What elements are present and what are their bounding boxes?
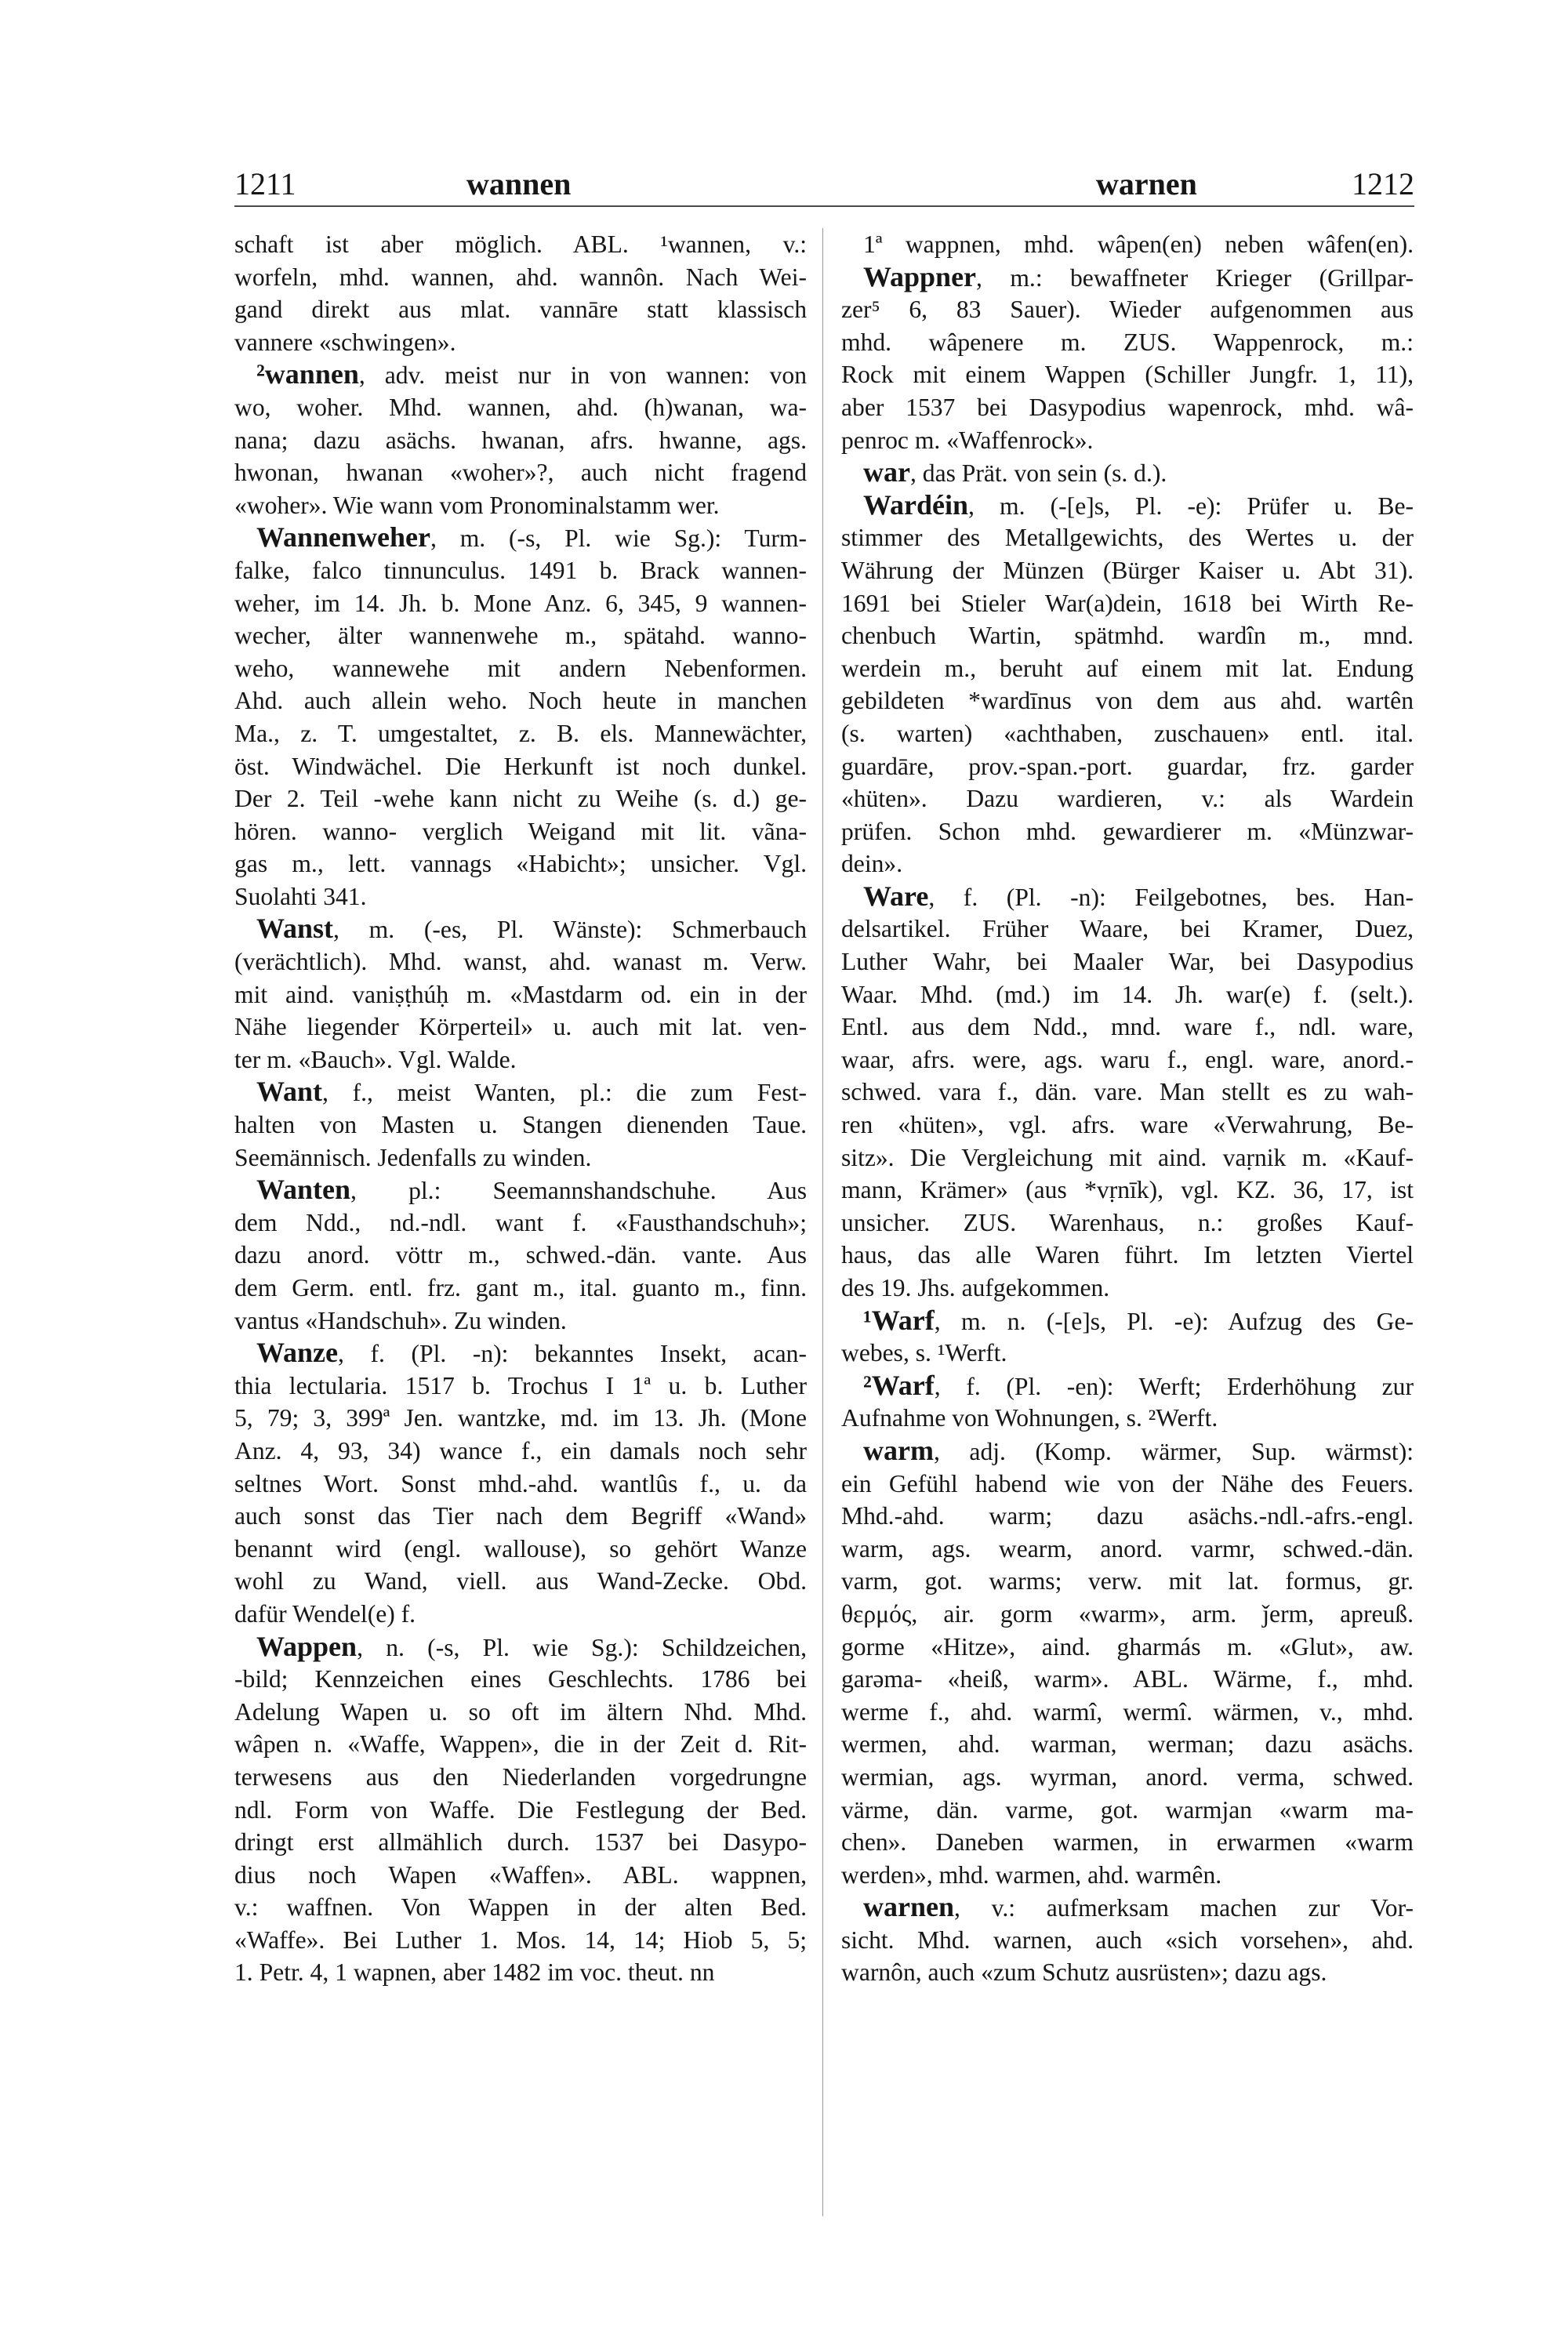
text-line: warnôn, auch «zum Schutz ausrüsten»; dazu ags. [841,1958,1327,1987]
column-divider [822,228,823,2216]
entry-headword: Ware [863,880,929,912]
text-line: dem Ndd., nd.-ndl. want f. «Fausthandschuh»; [234,1208,807,1236]
text-line: ren «hüten», vgl. afrs. ware «Verwahrung, Be- [841,1111,1414,1139]
text-line: werme f., ahd. warmî, wermî. wärmen, v., mhd. [841,1697,1414,1726]
text-line: ²Warf, f. (Pl. -en): Werft; Erderhöhung zur [863,1369,1414,1401]
text-line: dem Germ. entl. frz. gant m., ital. guanto m., finn. [234,1274,807,1301]
text-line: «woher». Wie wann vom Pronominalstamm wer. [234,491,720,519]
text-line: θερμός, air. gorm «warm», arm. ǰerm, apreuß. [841,1599,1414,1628]
entry-headword: Wappner [863,260,977,292]
text-line: Wardéin, m. (-[e]s, Pl. -e): Prüfer u. Be- [863,488,1414,521]
left-column [234,228,807,1989]
text-line: warm, ags. wearm, anord. varmr, schwed.-dän. [841,1534,1414,1563]
entry-headword: Want [256,1076,323,1108]
text-line: dafür Wendel(e) f. [234,1599,416,1628]
entry-headword: Wanten [256,1174,351,1206]
text-line: werdein m., beruht auf einem mit lat. Endung [841,654,1414,682]
text-line: warm, adj. (Komp. wärmer, Sup. wärmst): [863,1434,1414,1466]
text-line: gas m., lett. vannags «Habicht»; unsicher. Vgl. [234,850,807,878]
text-line: värme, dän. varme, got. warmjan «warm ma- [841,1795,1414,1824]
text-line: mann, Krämer» (aus *vṛnīk), vgl. KZ. 36, 17, ist [841,1176,1414,1204]
text-line: Aufnahme von Wohnungen, s. ²Werft. [841,1404,1218,1432]
text-line: ¹Warf, m. n. (-[e]s, Pl. -e): Aufzug des Ge- [863,1304,1414,1336]
entry-headword: war [863,456,910,488]
right-column [841,228,1414,1989]
text-line: halten von Masten u. Stangen dienenden Taue. [234,1111,807,1139]
text-line: Der 2. Teil -wehe kann nicht zu Weihe (s. d.) ge- [234,785,807,813]
text-line: Mhd.-ahd. warm; dazu asächs.-ndl.-afrs.-engl. [841,1502,1414,1530]
running-headword-right: warnen [1096,166,1197,201]
text-line: penroc m. «Waffenrock». [841,426,1094,454]
entry-headword: Wanze [256,1337,338,1369]
text-line: dazu anord. vöttr m., schwed.-dän. vante. Aus [234,1241,807,1269]
text-line: webes, s. ¹Werft. [841,1339,1007,1367]
text-line: 1ª wappnen, mhd. wâpen(en) neben wâfen(en). [863,230,1414,258]
text-line: gand direkt aus mlat. vannāre statt klassisch [234,296,807,324]
text-line: delsartikel. Früher Waare, bei Kramer, Duez, [841,915,1414,943]
text-line: weho, wannewehe mit andern Nebenformen. [234,654,807,682]
text-line: dringt erst allmählich durch. 1537 bei Dasypo- [234,1828,807,1857]
text-line: wecher, älter wannenwehe m., spätahd. wanno- [234,622,807,650]
text-line: (verächtlich). Mhd. wanst, ahd. wanast m. Verw. [234,948,807,976]
text-line: hören. wanno- verglich Weigand mit lit. vãna- [234,817,807,845]
text-line: Ahd. auch allein weho. Noch heute in manchen [234,687,807,715]
text-line: hwonan, hwanan «woher»?, auch nicht fragend [234,459,807,487]
running-headword-left: wannen [466,166,572,201]
text-line: unsicher. ZUS. Warenhaus, n.: großes Kauf- [841,1208,1414,1236]
page-header [234,164,1414,205]
text-line: war, das Prät. von sein (s. d.). [863,456,1167,488]
text-line: Ma., z. T. umgestaltet, z. B. els. Mannewächter, [234,719,807,747]
text-line: mit aind. vaniṣṭhúḥ m. «Mastdarm od. ein in der [234,980,807,1008]
text-line: wo, woher. Mhd. wannen, ahd. (h)wanan, wa- [234,393,807,421]
text-line: aber 1537 bei Dasypodius wapenrock, mhd. wâ- [841,393,1414,421]
text-line: wermian, ags. wyrman, anord. verma, schwed. [841,1762,1414,1791]
text-line: 1. Petr. 4, 1 wapnen, aber 1482 im voc. theut. nn [234,1958,715,1987]
text-line: gorme «Hitze», aind. gharmás m. «Glut», aw. [841,1632,1414,1661]
text-line: worfeln, mhd. wannen, ahd. wannôn. Nach Wei- [234,263,807,291]
text-line: 5, 79; 3, 399ª Jen. wantzke, md. im 13. Jh. (Mone [234,1404,807,1432]
text-line: falke, falco tinnunculus. 1491 b. Brack wannen- [234,556,807,584]
text-line: chenbuch Wartin, spätmhd. wardîn m., mnd. [841,622,1414,650]
entry-headword: Wappen [256,1630,358,1662]
text-line: garəma- «heiß, warm». ABL. Wärme, f., mhd. [841,1665,1414,1693]
text-line: Ware, f. (Pl. -n): Feilgebotnes, bes. Han- [863,880,1414,912]
text-line: Adelung Wapen u. so oft im ältern Nhd. Mhd. [234,1697,807,1726]
text-line: varm, got. warms; verw. mit lat. formus, gr. [841,1567,1414,1595]
text-line: guardāre, prov.-span.-port. guardar, frz. garder [841,752,1414,780]
text-line: Nähe liegender Körperteil» u. auch mit lat. ven- [234,1013,807,1041]
text-line: wâpen n. «Waffe, Wappen», die in der Zeit d. Rit- [234,1730,807,1759]
text-line: vantus «Handschuh». Zu winden. [234,1306,567,1334]
text-line: Rock mit einem Wappen (Schiller Jungfr. 1, 11), [841,361,1414,389]
text-line: gebildeten *wardīnus von dem aus ahd. wartên [841,687,1414,715]
text-line: haus, das alle Waren führt. Im letzten Viertel [841,1241,1414,1269]
entry-headword: ¹Warf [863,1304,935,1336]
text-line: vannere «schwingen». [234,328,456,356]
page-number-right: 1212 [1352,166,1414,201]
text-line: 1691 bei Stieler War(a)dein, 1618 bei Wirth Re- [841,589,1414,617]
text-line: Want, f., meist Wanten, pl.: die zum Fest- [256,1076,807,1108]
text-line: dius noch Wapen «Waffen». ABL. wappnen, [234,1860,807,1889]
entry-headword: ²wannen [256,358,359,390]
text-line: prüfen. Schon mhd. gewardierer m. «Münzwar- [841,817,1414,845]
entry-headword: Wannenweher [256,521,431,554]
text-line: Suolahti 341. [234,882,367,910]
entry-headword: Wanst [256,913,334,945]
text-line: seltnes Wort. Sonst mhd.-ahd. wantlûs f., u. da [234,1469,807,1497]
text-line: waar, afrs. were, ags. waru f., engl. ware, anord.- [841,1045,1414,1073]
text-line: thia lectularia. 1517 b. Trochus I 1ª u. b. Luther [234,1371,807,1399]
text-line: sicht. Mhd. warnen, auch «sich vorsehen», ahd. [841,1926,1414,1954]
entry-headword: Wardéin [863,488,969,521]
text-line: Luther Wahr, bei Maaler War, bei Dasypodius [841,948,1414,976]
text-line: werden», mhd. warmen, ahd. warmên. [841,1860,1222,1889]
text-line: dein». [841,850,903,878]
text-line: Waar. Mhd. (md.) im 14. Jh. war(e) f. (selt.). [841,980,1414,1008]
text-line: mhd. wâpenere m. ZUS. Wappenrock, m.: [841,328,1414,356]
text-line: Wannenweher, m. (-s, Pl. wie Sg.): Turm- [256,521,807,554]
text-line: Währung der Münzen (Bürger Kaiser u. Abt 31). [841,556,1414,584]
text-line: wohl zu Wand, viell. aus Wand-Zecke. Obd. [234,1567,807,1595]
text-line: benannt wird (engl. wallouse), so gehört Wanze [234,1534,807,1563]
text-line: schwed. vara f., dän. vare. Man stellt es zu wah- [841,1078,1414,1106]
text-line: nana; dazu asächs. hwanan, afrs. hwanne, ags. [234,426,807,454]
text-line: «Waffe». Bei Luther 1. Mos. 14, 14; Hiob 5, 5; [234,1926,807,1954]
text-line: ein Gefühl habend wie von der Nähe des Feuers. [841,1469,1414,1497]
text-line: -bild; Kennzeichen eines Geschlechts. 1786 bei [234,1665,807,1693]
text-line: Wappner, m.: bewaffneter Krieger (Grillpar- [863,260,1414,292]
text-line: ndl. Form von Waffe. Die Festlegung der Bed. [234,1795,807,1824]
text-line: warnen, v.: aufmerksam machen zur Vor- [863,1891,1414,1923]
text-line: Wanten, pl.: Seemannshandschuhe. Aus [256,1174,807,1206]
text-line: sitz». Die Vergleichung mit aind. vaṛnik m. «Kauf- [841,1143,1414,1171]
entry-headword: warm [863,1434,934,1466]
text-line: (s. warten) «achthaben, zuschauen» entl. ital. [841,719,1414,747]
text-line: wermen, ahd. warman, werman; dazu asächs. [841,1730,1414,1759]
text-line: chen». Daneben warmen, in erwarmen «warm [841,1828,1414,1857]
header-rule [234,205,1414,207]
text-line: v.: waffnen. Von Wappen in der alten Bed. [234,1893,807,1922]
text-line: Wanst, m. (-es, Pl. Wänste): Schmerbauch [256,913,807,945]
text-line: auch sonst das Tier nach dem Begriff «Wand» [234,1502,807,1530]
text-line: Entl. aus dem Ndd., mnd. ware f., ndl. ware, [841,1013,1414,1041]
text-line: des 19. Jhs. aufgekommen. [841,1274,1110,1301]
text-line: Wappen, n. (-s, Pl. wie Sg.): Schildzeichen, [256,1630,807,1662]
text-line: ter m. «Bauch». Vgl. Walde. [234,1045,517,1073]
text-line: stimmer des Metallgewichts, des Wertes u. der [841,524,1414,552]
text-line: Wanze, f. (Pl. -n): bekanntes Insekt, acan- [256,1337,807,1369]
text-line: weher, im 14. Jh. b. Mone Anz. 6, 345, 9 wannen- [234,589,807,617]
entry-headword: ²Warf [863,1369,935,1401]
page-number-left: 1211 [234,166,296,201]
text-line: terwesens aus den Niederlanden vorgedrungne [234,1762,807,1791]
text-line: ²wannen, adv. meist nur in von wannen: von [256,358,807,390]
entry-headword: warnen [863,1891,954,1923]
text-line: «hüten». Dazu wardieren, v.: als Wardein [841,785,1414,813]
text-line: zer⁵ 6, 83 Sauer). Wieder aufgenommen aus [841,296,1414,324]
text-line: öst. Windwächel. Die Herkunft ist noch dunkel. [234,752,807,780]
text-line: Anz. 4, 93, 34) wance f., ein damals noch sehr [234,1436,807,1465]
text-line: schaft ist aber möglich. ABL. ¹wannen, v.: [234,230,807,258]
text-line: Seemännisch. Jedenfalls zu winden. [234,1143,592,1171]
